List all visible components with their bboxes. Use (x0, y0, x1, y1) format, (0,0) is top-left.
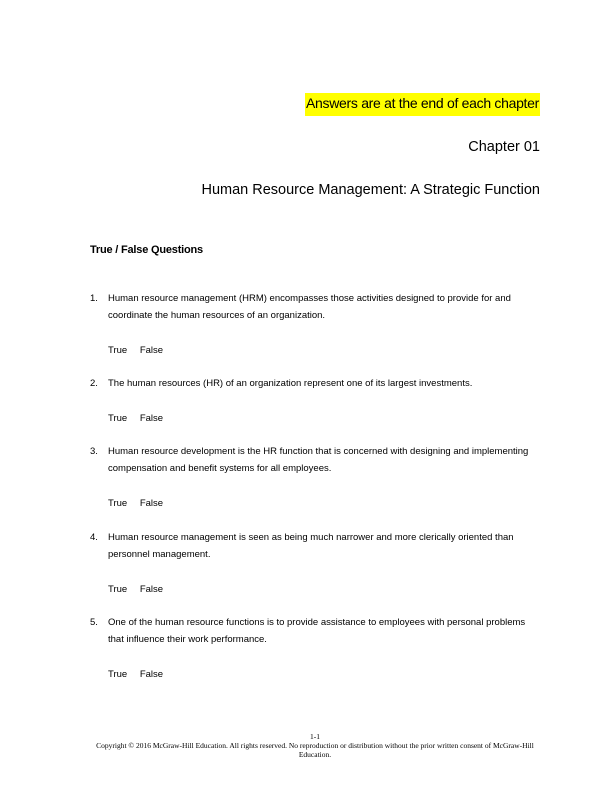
option-false[interactable]: False (139, 345, 164, 356)
copyright-notice: Copyright © 2016 McGraw-Hill Education. All rights reserved. No reproduction or distribution without the prior written consent of McGraw-Hill Education. (96, 741, 534, 759)
question-text: One of the human resource functions is to provide assistance to employees with personal problems that influence their work performance. (108, 617, 526, 645)
question-text: Human resource management is seen as being much narrower and more clerically oriented than personnel management. (108, 532, 514, 560)
option-true[interactable]: True (108, 669, 128, 680)
option-true[interactable]: True (108, 498, 128, 509)
page-footer (90, 732, 540, 759)
question-text: The human resources (HR) of an organization represent one of its largest investments. (108, 378, 473, 389)
option-true[interactable]: True (108, 345, 128, 356)
section-heading: True / False Questions (90, 244, 203, 256)
chapter-title: Human Resource Management: A Strategic Function (201, 182, 540, 198)
answer-options (108, 498, 173, 510)
answer-options (108, 584, 173, 596)
answer-options (108, 669, 173, 681)
option-false[interactable]: False (139, 498, 164, 509)
option-true[interactable]: True (108, 584, 128, 595)
chapter-label: Chapter 01 (468, 139, 540, 155)
answers-banner: Answers are at the end of each chapter (305, 93, 540, 116)
option-true[interactable]: True (108, 413, 128, 424)
answer-options (108, 345, 173, 357)
question-item (90, 614, 540, 648)
question-number: 3. (90, 446, 98, 457)
option-false[interactable]: False (139, 584, 164, 595)
question-item (90, 375, 540, 392)
question-item (90, 290, 540, 324)
question-number: 4. (90, 532, 98, 543)
option-false[interactable]: False (139, 413, 164, 424)
question-number: 5. (90, 617, 98, 628)
option-false[interactable]: False (139, 669, 164, 680)
page-number: 1-1 (310, 732, 320, 741)
question-number: 1. (90, 293, 98, 304)
question-number: 2. (90, 378, 98, 389)
question-item (90, 443, 540, 477)
question-item (90, 529, 540, 563)
question-text: Human resource management (HRM) encompasses those activities designed to provide for and coordinate the human resources of an organization. (108, 293, 511, 321)
question-text: Human resource development is the HR function that is concerned with designing and implementing compensation and benefit systems for all employees. (108, 446, 529, 474)
answer-options (108, 413, 173, 425)
